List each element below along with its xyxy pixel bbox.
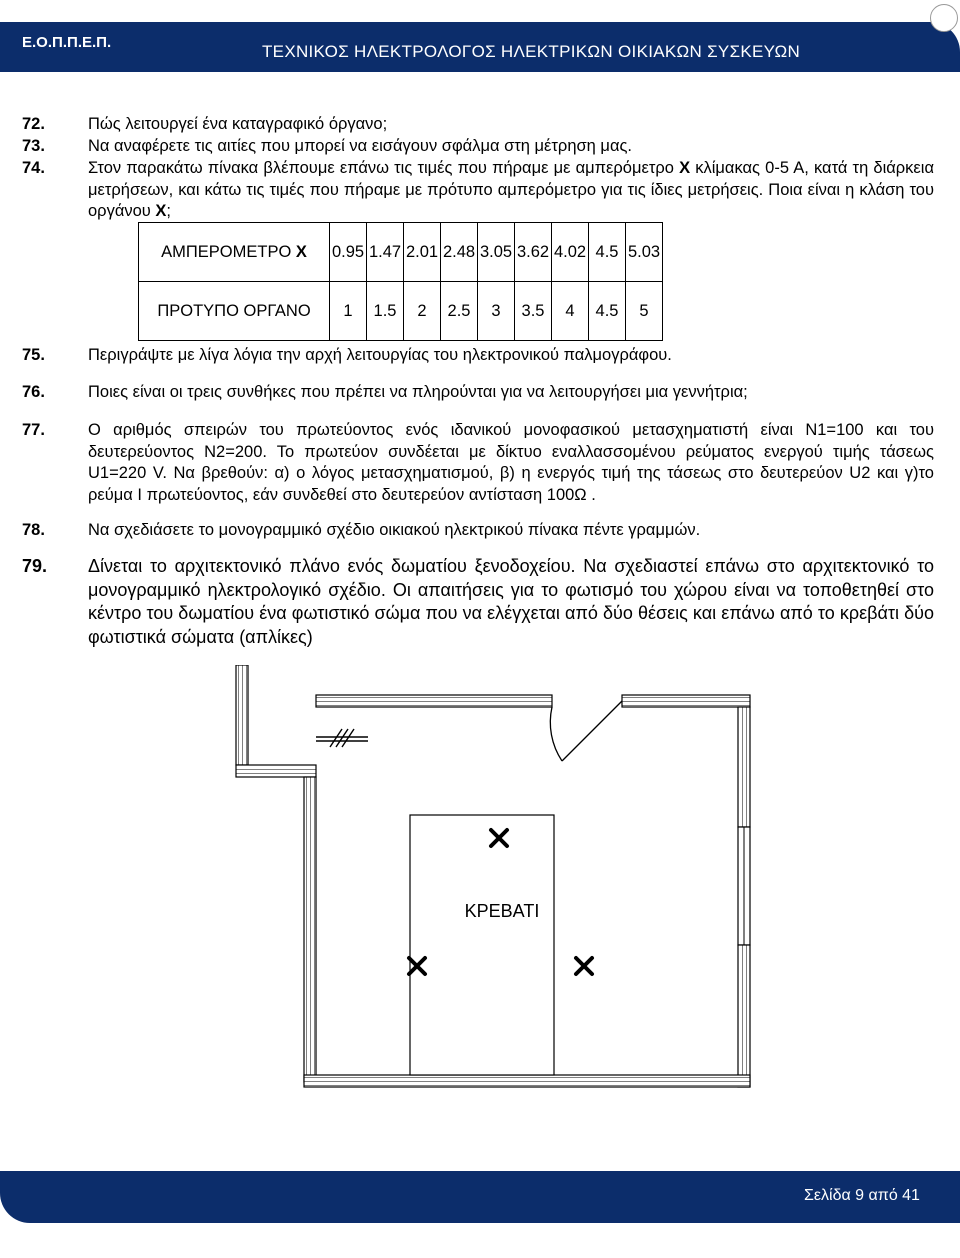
table-cell: 1.47 xyxy=(367,223,404,282)
table-cell: 3.5 xyxy=(515,282,552,341)
question-number: 79. xyxy=(22,556,48,576)
table-cell: 4.5 xyxy=(589,282,626,341)
question-78 xyxy=(22,520,934,542)
question-text-part: ; xyxy=(166,202,171,220)
question-74 xyxy=(22,158,934,223)
question-number: 72. xyxy=(22,115,45,133)
question-text xyxy=(88,158,934,223)
table-cell: 5 xyxy=(626,282,663,341)
table-row xyxy=(139,282,663,341)
question-text: Ο αριθμός σπειρών του πρωτεύοντος ενός ιδανικού μονοφασικού μετασχηματιστή είναι Ν1=100 και του δευτερεύοντος Ν2=200. Το πρωτεύον συνδέεται με δίκτυο εναλλασσομένου ρεύματος ενεργού τιμής τάσεως U1=220 V. Να βρεθούν: α) ο λόγος μετασχηματισμού, β) η ενεργός τιμή της τάσεως στο δευτερεύον U2 και γ)το ρεύμα Ι πρωτεύοντος, εάν συνδεθεί στο δευτερεύον αντίσταση 100Ω . xyxy=(88,421,934,504)
question-77 xyxy=(22,420,934,506)
page-number: Σελίδα 9 από 41 xyxy=(804,1187,920,1204)
table-cell: 2.01 xyxy=(404,223,441,282)
question-number: 73. xyxy=(22,137,45,155)
table-cell: 2 xyxy=(404,282,441,341)
question-text: Να αναφέρετε τις αιτίες που μπορεί να εισάγουν σφάλμα στη μέτρηση μας. xyxy=(88,137,633,155)
wall-left-partition xyxy=(236,665,316,1082)
question-text: Δίνεται το αρχιτεκτονικό πλάνο ενός δωματίου ξενοδοχείου. Να σχεδιαστεί επάνω στο αρχιτεκτονικό το μονογραμμικό ηλεκτρολογικό σχέδιο. Οι απαιτήσεις για το φωτισμό του χώρου είναι να τοποθετηθεί στο κέντρο του δωματίου ένα φωτιστικό σώμα που να ελέγχεται από δύο θέσεις και επάνω από το κρεβάτι δύο φωτιστικά σώματα (απλίκες) xyxy=(88,556,934,647)
wall-lamp-right-icon xyxy=(576,958,592,974)
table-cell: 5.03 xyxy=(626,223,663,282)
table-cell: 0.95 xyxy=(330,223,367,282)
question-number: 76. xyxy=(22,383,45,401)
table-cell: 1.5 xyxy=(367,282,404,341)
table-row xyxy=(139,223,663,282)
table-cell: 4 xyxy=(552,282,589,341)
table-cell: 3 xyxy=(478,282,515,341)
instrument-x: Χ xyxy=(679,159,691,177)
table-cell: 4.5 xyxy=(589,223,626,282)
entry-marks xyxy=(316,729,368,747)
corner-circle xyxy=(930,4,958,32)
question-text: Πώς λειτουργεί ένα καταγραφικό όργανο; xyxy=(88,115,388,133)
question-72 xyxy=(22,114,934,136)
header-org: Ε.Ο.Π.Π.Ε.Π. xyxy=(22,34,112,51)
question-number: 78. xyxy=(22,521,45,539)
question-text: Περιγράψτε με λίγα λόγια την αρχή λειτουργίας του ηλεκτρονικού παλμογράφου. xyxy=(88,346,672,364)
door xyxy=(550,701,622,761)
table-cell: 3.62 xyxy=(515,223,552,282)
instrument-x: Χ xyxy=(155,202,167,220)
question-text: Να σχεδιάσετε το μονογραμμικό σχέδιο οικιακού ηλεκτρικού πίνακα πέντε γραμμών. xyxy=(88,521,701,539)
question-73 xyxy=(22,136,934,158)
wall-top-left xyxy=(316,695,552,707)
measurement-table xyxy=(138,222,663,341)
row-label-reference: ΠΡΟΤΥΠΟ ΟΡΓΑΝΟ xyxy=(139,282,330,341)
row-label-ammeter: ΑΜΠΕΡΟΜΕΤΡΟ Χ xyxy=(139,223,330,282)
bed xyxy=(410,815,554,1075)
wall-top-right xyxy=(622,695,750,707)
question-number: 77. xyxy=(22,421,45,439)
table-cell: 4.02 xyxy=(552,223,589,282)
question-number: 75. xyxy=(22,346,45,364)
question-76 xyxy=(22,382,934,404)
header-title: ΤΕΧΝΙΚΟΣ ΗΛΕΚΤΡΟΛΟΓΟΣ ΗΛΕΚΤΡΙΚΩΝ ΟΙΚΙΑΚΩΝ ΣΥΣΚΕΥΩΝ xyxy=(262,42,801,61)
room-plan xyxy=(190,665,760,1145)
table-cell: 3.05 xyxy=(478,223,515,282)
wall-bottom xyxy=(304,1075,750,1087)
question-text: Ποιες είναι οι τρεις συνθήκες που πρέπει να πληρούνται για να λειτουργήσει μια γεννήτρια; xyxy=(88,383,748,401)
table-cell: 2.48 xyxy=(441,223,478,282)
table-cell: 1 xyxy=(330,282,367,341)
question-79 xyxy=(22,555,934,649)
question-75 xyxy=(22,345,934,367)
question-text-part: Στον παρακάτω πίνακα βλέπουμε επάνω τις τιμές που πήραμε με αμπερόμετρο xyxy=(88,159,680,177)
wall-right xyxy=(738,707,750,1087)
question-number: 74. xyxy=(22,159,45,177)
table-cell: 2.5 xyxy=(441,282,478,341)
bed-label: ΚΡΕΒΑΤΙ xyxy=(464,901,540,921)
question-text-part: κλίμακας 0-5 Α, κατά τη διάρκεια μετρήσεων, και κάτω τις τιμές που πήραμε με πρότυπο αμπερόμετρο για τις ίδιες μετρήσεις. Ποια είναι η κλάση του οργάνου xyxy=(88,159,934,220)
